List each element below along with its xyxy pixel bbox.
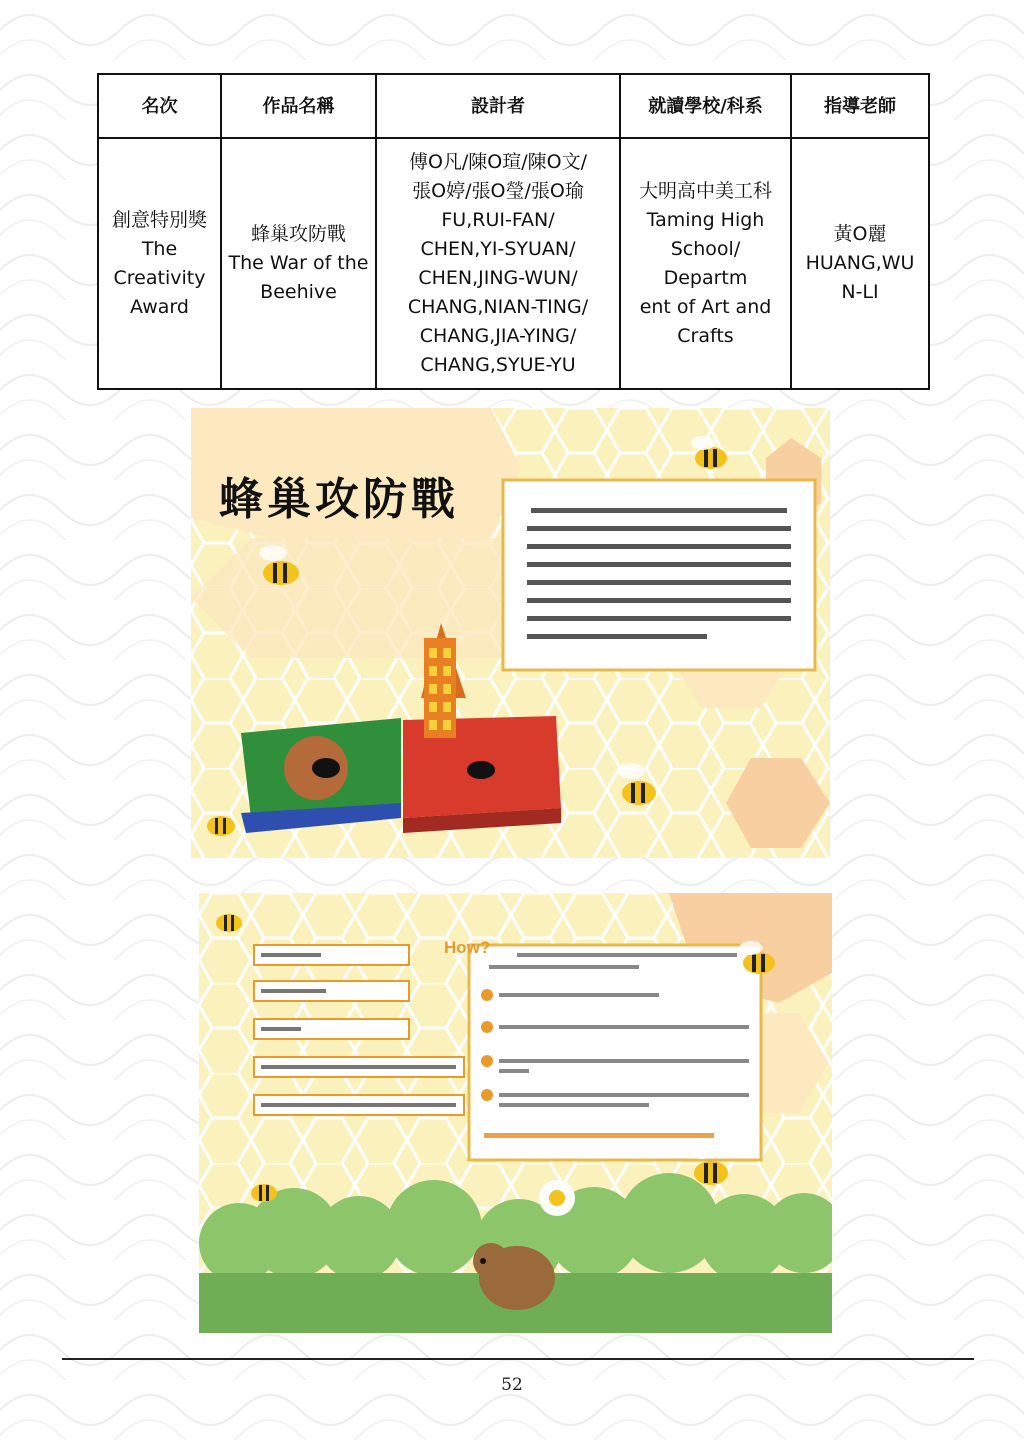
page-number: 52 <box>501 1375 523 1395</box>
rank-line: Creativity <box>113 266 206 289</box>
school-line: Crafts <box>677 324 734 347</box>
header-teacher: 指導老師 <box>791 74 929 138</box>
header-rank: 名次 <box>98 74 221 138</box>
designer-line: CHEN,YI-SYUAN/ <box>420 237 576 260</box>
cell-work-title <box>221 138 376 389</box>
teacher-line: HUANG,WU <box>805 252 915 274</box>
board-hole <box>467 761 495 779</box>
bee-icon <box>207 816 235 836</box>
designer-line: CHANG,SYUE-YU <box>420 353 576 376</box>
rank-line: 創意特別獎 <box>111 208 207 231</box>
instruction-panel <box>469 945 761 1160</box>
bee-icon <box>251 1184 277 1202</box>
rank-line: Award <box>130 295 189 318</box>
cell-teacher <box>791 138 929 389</box>
how-label: How? <box>444 938 491 957</box>
cell-rank <box>98 138 221 389</box>
designer-line: CHANG,JIA-YING/ <box>419 324 577 347</box>
rank-line: The <box>141 237 178 260</box>
designer-line: CHEN,JING-WUN/ <box>418 266 578 289</box>
poster-title: 蜂巢攻防戰 <box>219 474 459 525</box>
cell-school <box>620 138 791 389</box>
teacher-line: N-LI <box>841 281 879 303</box>
cell-designers <box>376 138 620 389</box>
designer-line: FU,RUI-FAN/ <box>441 208 555 231</box>
school-line: Taming High <box>646 208 765 231</box>
table-row <box>98 138 929 389</box>
work-line: Beehive <box>260 281 337 303</box>
header-work-title: 作品名稱 <box>221 74 376 138</box>
table-header-row <box>98 74 929 138</box>
footer-divider <box>62 1358 974 1360</box>
work-line: 蜂巢攻防戰 <box>250 223 346 245</box>
designer-line: CHANG,NIAN-TING/ <box>407 295 589 318</box>
school-line: Departm <box>663 266 748 289</box>
poster-instructions <box>199 893 832 1333</box>
header-designers: 設計者 <box>376 74 620 138</box>
designer-line: 張O婷/張O瑩/張O瑜 <box>412 179 584 202</box>
header-school: 就讀學校/科系 <box>620 74 791 138</box>
work-line: The War of the <box>228 252 369 274</box>
school-line: ent of Art and <box>639 295 772 318</box>
poster2-illustration <box>199 893 832 1333</box>
teacher-line: 黃O麗 <box>833 223 887 245</box>
bee-icon <box>216 914 242 932</box>
award-table <box>97 73 930 390</box>
designer-line: 傅O凡/陳O瑄/陳O文/ <box>408 150 588 173</box>
school-line: School/ <box>670 237 741 260</box>
poster-game-board <box>191 408 830 858</box>
school-line: 大明高中美工科 <box>638 179 772 202</box>
